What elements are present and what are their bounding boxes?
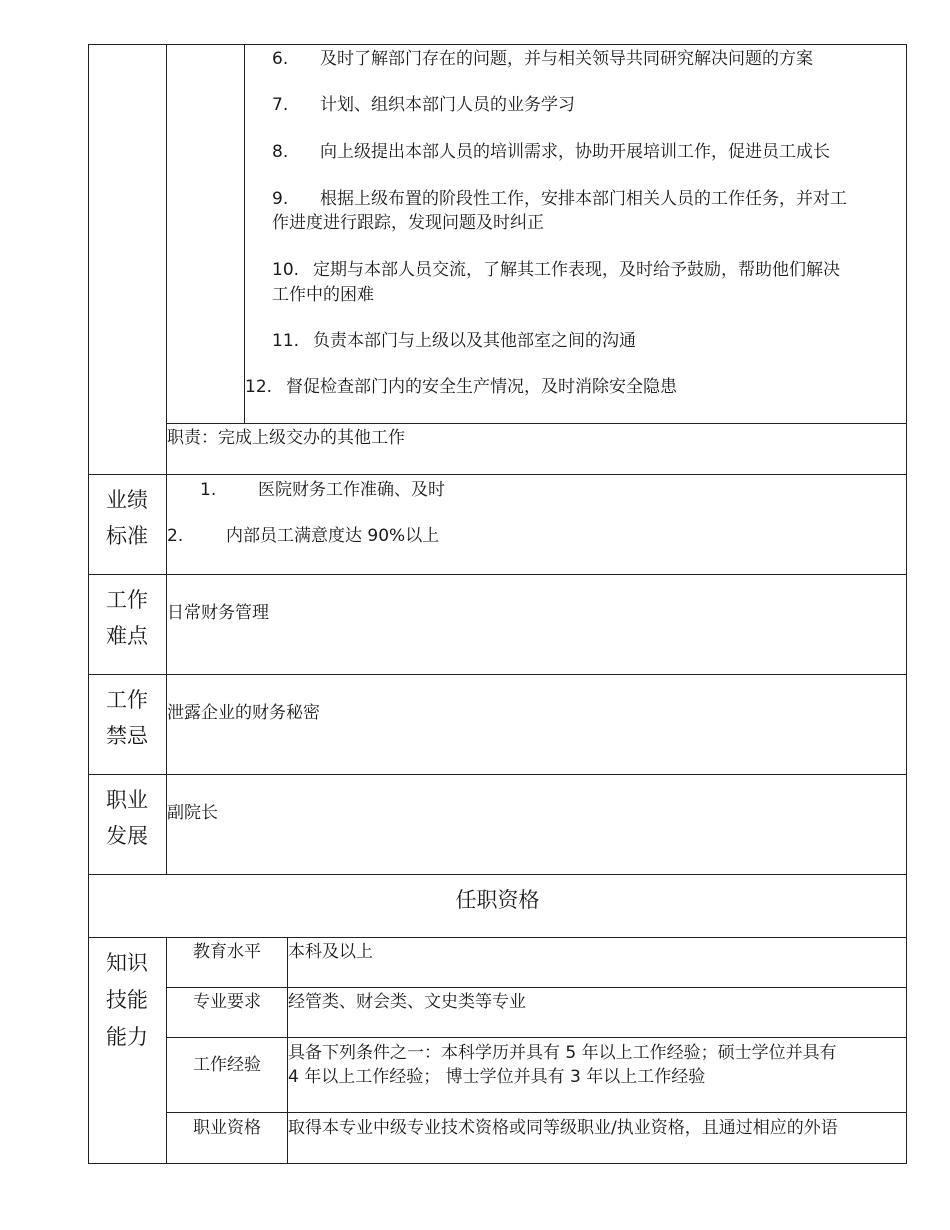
label-column-divider xyxy=(166,44,167,875)
duty-item-number: 11. xyxy=(272,331,300,351)
performance-item-number: 1. xyxy=(200,480,217,500)
taboo-label-line-2: 禁忌 xyxy=(106,724,148,748)
taboo-label-line-1: 工作 xyxy=(106,688,148,712)
duty-item-number: 9. xyxy=(272,189,289,209)
qualifications-title: 任职资格 xyxy=(455,888,540,912)
duty-item-text: 及时了解部门存在的问题，并与相关领导共同研究解决问题的方案 xyxy=(320,49,813,69)
duty-item-number: 6. xyxy=(272,49,289,69)
duty-item-text: 定期与本部人员交流，了解其工作表现，及时给予鼓励，帮助他们解决 xyxy=(313,260,840,280)
duty-item-text-continued: 工作中的困难 xyxy=(272,285,374,305)
qualification-row-value: 具备下列条件之一：本科学历并具有 5 年以上工作经验；硕士学位并具有 xyxy=(288,1043,837,1063)
duty-item-text: 计划、组织本部门人员的业务学习 xyxy=(320,95,575,115)
table-left-border xyxy=(88,44,89,1164)
duty-other: 职责：完成上级交办的其他工作 xyxy=(167,428,405,448)
duty-other-divider xyxy=(166,423,906,424)
taboo-value: 泄露企业的财务秘密 xyxy=(167,703,320,723)
qualification-row-label: 专业要求 xyxy=(193,992,261,1012)
performance-item-number: 2. xyxy=(167,526,184,546)
duty-item-number: 8. xyxy=(272,142,289,162)
row-divider-career xyxy=(88,774,907,775)
performance-item-text: 内部员工满意度达 90%以上 xyxy=(226,526,440,546)
duty-item-text: 负责本部门与上级以及其他部室之间的沟通 xyxy=(313,331,636,351)
row-divider-difficulty xyxy=(88,574,907,575)
table-top-border xyxy=(88,44,907,45)
performance-item-text: 医院财务工作准确、及时 xyxy=(258,480,445,500)
duty-item-text: 督促检查部门内的安全生产情况，及时消除安全隐患 xyxy=(286,377,677,397)
row-divider-performance xyxy=(88,474,907,475)
row-divider-taboo xyxy=(88,674,907,675)
table-right-border xyxy=(906,44,907,1164)
qual-row-divider-1 xyxy=(166,987,906,988)
qualification-row-value: 经管类、财会类、文史类等专业 xyxy=(288,992,526,1012)
qualification-row-label: 工作经验 xyxy=(193,1055,261,1075)
qual-row-divider-2 xyxy=(166,1037,906,1038)
duty-item-number: 7. xyxy=(272,95,289,115)
career-value: 副院长 xyxy=(167,803,218,823)
performance-label-line-1: 业绩 xyxy=(106,488,148,512)
career-label-line-1: 职业 xyxy=(106,788,148,812)
difficulty-value: 日常财务管理 xyxy=(167,603,269,623)
qualification-row-value: 本科及以上 xyxy=(288,942,373,962)
duty-item-number: 12. xyxy=(245,377,273,397)
row-divider-qualifications xyxy=(88,937,907,938)
duty-inner-divider xyxy=(244,44,245,424)
difficulty-label-line-1: 工作 xyxy=(106,588,148,612)
duty-item-text: 向上级提出本部人员的培训需求，协助开展培训工作，促进员工成长 xyxy=(320,142,830,162)
career-label-line-2: 发展 xyxy=(106,824,148,848)
qualifications-label-line-3: 能力 xyxy=(106,1025,148,1049)
qual-row-divider-3 xyxy=(166,1112,906,1113)
duty-item-text-continued: 作进度进行跟踪，发现问题及时纠正 xyxy=(272,213,544,233)
row-divider-section xyxy=(88,874,907,875)
qualification-row-label: 职业资格 xyxy=(193,1118,261,1138)
qualification-row-label: 教育水平 xyxy=(193,942,261,962)
qualification-row-value: 取得本专业中级专业技术资格或同等级职业/执业资格，且通过相应的外语 xyxy=(288,1118,838,1138)
difficulty-label-line-2: 难点 xyxy=(106,624,148,648)
qualifications-label-line-1: 知识 xyxy=(106,951,148,975)
table-bottom-border xyxy=(88,1163,907,1164)
performance-label-line-2: 标准 xyxy=(106,524,148,548)
duty-item-text: 根据上级布置的阶段性工作，安排本部门相关人员的工作任务，并对工 xyxy=(320,189,847,209)
qualifications-label-line-2: 技能 xyxy=(106,988,148,1012)
qualification-row-value-continued: 4 年以上工作经验； 博士学位并具有 3 年以上工作经验 xyxy=(288,1067,706,1087)
duty-item-number: 10. xyxy=(272,260,300,280)
